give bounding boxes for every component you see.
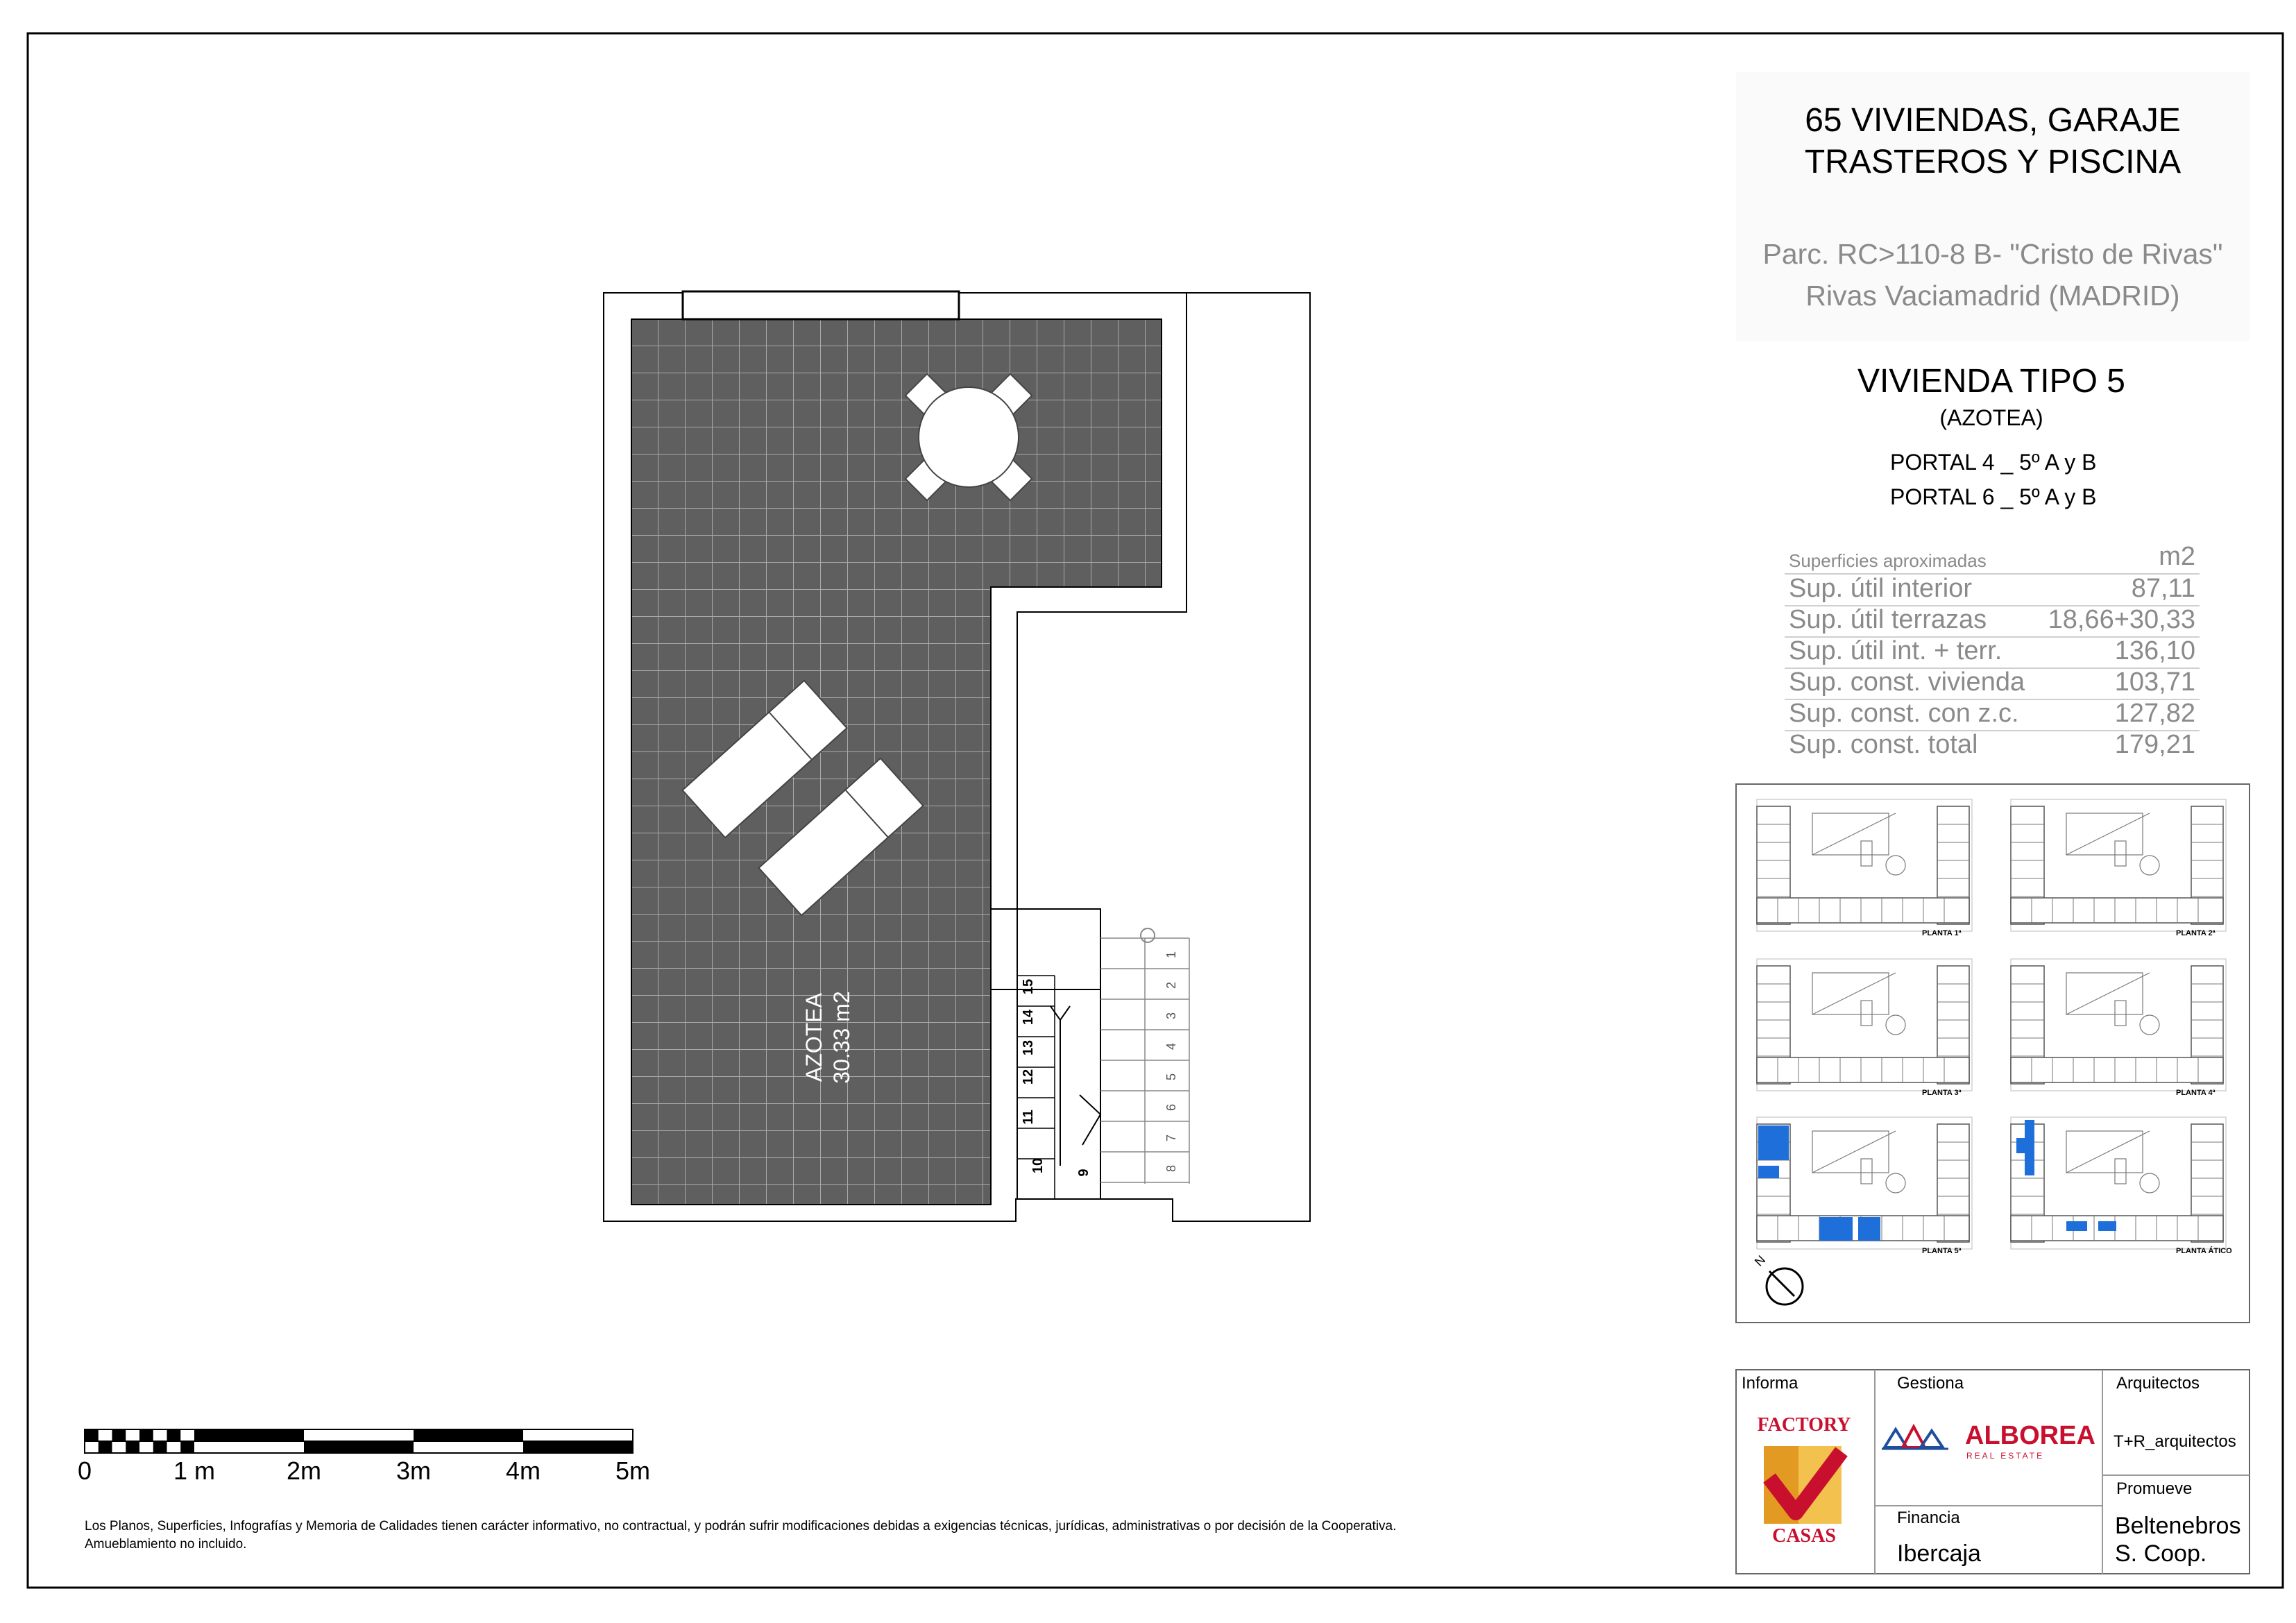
scale-label: 0	[77, 1456, 92, 1485]
scale-label: 2m	[286, 1456, 321, 1485]
area-value: 87,11	[2131, 574, 2195, 603]
area-value: 136,10	[2114, 636, 2195, 665]
area-value: 127,82	[2114, 699, 2195, 728]
stair-step-number: 1	[1164, 951, 1178, 959]
area-label: Sup. útil int. + terr.	[1789, 636, 2002, 665]
scale-label: 4m	[505, 1456, 541, 1485]
stair-step-number: 6	[1164, 1103, 1178, 1112]
stair-step-number: 12	[1021, 1069, 1036, 1085]
key-plan-label: PLANTA ÁTICO	[2176, 1247, 2232, 1255]
promueve-line-2: S. Coop.	[2115, 1540, 2207, 1567]
scale-label: 3m	[396, 1456, 431, 1485]
stair-step-number: 5	[1164, 1073, 1178, 1081]
area-label: Sup. const. con z.c.	[1789, 699, 2019, 728]
alborea-logo-icon	[1882, 1424, 1951, 1452]
disclaimer-line-2: Amueblamiento no incluido.	[85, 1537, 247, 1552]
alborea-name: ALBOREA	[1965, 1421, 2095, 1450]
factory-casas-logo-icon	[1760, 1441, 1848, 1531]
area-value: 103,71	[2114, 668, 2195, 697]
key-plan-label: PLANTA 5ª	[1922, 1247, 1962, 1255]
area-value: 179,21	[2114, 730, 2195, 759]
stair-step-number: 13	[1021, 1039, 1036, 1056]
financia-value: Ibercaja	[1897, 1540, 1981, 1567]
key-plan-label: PLANTA 3ª	[1922, 1089, 1962, 1097]
key-plan-label: PLANTA 2ª	[2176, 929, 2216, 937]
portal-line-2: PORTAL 6 _ 5º A y B	[1890, 484, 2097, 509]
promueve-line-1: Beltenebros	[2115, 1513, 2241, 1539]
north-label: N	[1751, 1252, 1769, 1269]
project-title-line-1: 65 VIVIENDAS, GARAJE	[1805, 102, 2181, 139]
room-name: AZOTEA	[801, 993, 826, 1082]
areas-header-label: Superficies aproximadas	[1789, 550, 1987, 571]
financia-label: Financia	[1897, 1509, 1960, 1527]
area-label: Sup. const. vivienda	[1789, 668, 2025, 697]
portal-line-1: PORTAL 4 _ 5º A y B	[1890, 450, 2097, 475]
stair-step-number: 8	[1164, 1164, 1178, 1173]
areas-header-unit: m2	[2159, 542, 2195, 571]
unit-name: VIVIENDA TIPO 5	[1857, 363, 2125, 400]
stair-step-number: 3	[1164, 1012, 1178, 1020]
factory-casas-logo-bottom: CASAS	[1772, 1525, 1836, 1547]
stair-step-number: 7	[1164, 1134, 1178, 1142]
arquitectos-value: T+R_arquitectos	[2114, 1432, 2236, 1451]
alborea-subtitle: REAL ESTATE	[1966, 1451, 2045, 1461]
unit-level: (AZOTEA)	[1939, 405, 2043, 430]
project-title-line-2: TRASTEROS Y PISCINA	[1804, 144, 2182, 180]
informa-label: Informa	[1742, 1374, 1798, 1393]
location-line-1: Parc. RC>110-8 B- "Cristo de Rivas"	[1762, 238, 2223, 270]
area-label: Sup. const. total	[1789, 730, 1978, 759]
promueve-label: Promueve	[2116, 1479, 2193, 1498]
area-label: Sup. útil interior	[1789, 574, 1973, 603]
room-area: 30.33 m2	[829, 991, 854, 1084]
key-plan-label: PLANTA 1ª	[1922, 929, 1962, 937]
stair-step-number: 11	[1021, 1110, 1036, 1125]
key-plan-label: PLANTA 4ª	[2176, 1089, 2216, 1097]
stair-step-number: 14	[1021, 1009, 1036, 1026]
area-value: 18,66+30,33	[2048, 605, 2195, 634]
scale-label: 5m	[615, 1456, 650, 1485]
scale-label: 1 m	[173, 1456, 215, 1485]
stair-step-number: 9	[1076, 1169, 1091, 1177]
stair-step-number: 15	[1021, 978, 1036, 995]
arquitectos-label: Arquitectos	[2116, 1374, 2200, 1393]
factory-casas-logo-top: FACTORY	[1757, 1414, 1851, 1436]
stair-step-number: 2	[1164, 981, 1178, 989]
disclaimer-line-1: Los Planos, Superficies, Infografías y Memoria de Calidades tienen carácter informativo, no contractual, y podrán sufrir modificaciones debidas a exigencias técnicas, jurídicas, administrativas o por decisión de la Cooperativa.	[85, 1519, 1397, 1533]
stair-step-number: 4	[1164, 1042, 1178, 1051]
area-label: Sup. útil terrazas	[1789, 605, 1987, 634]
stair-step-number: 10	[1030, 1157, 1046, 1174]
gestiona-label: Gestiona	[1897, 1374, 1964, 1393]
location-line-2: Rivas Vaciamadrid (MADRID)	[1805, 280, 2180, 312]
